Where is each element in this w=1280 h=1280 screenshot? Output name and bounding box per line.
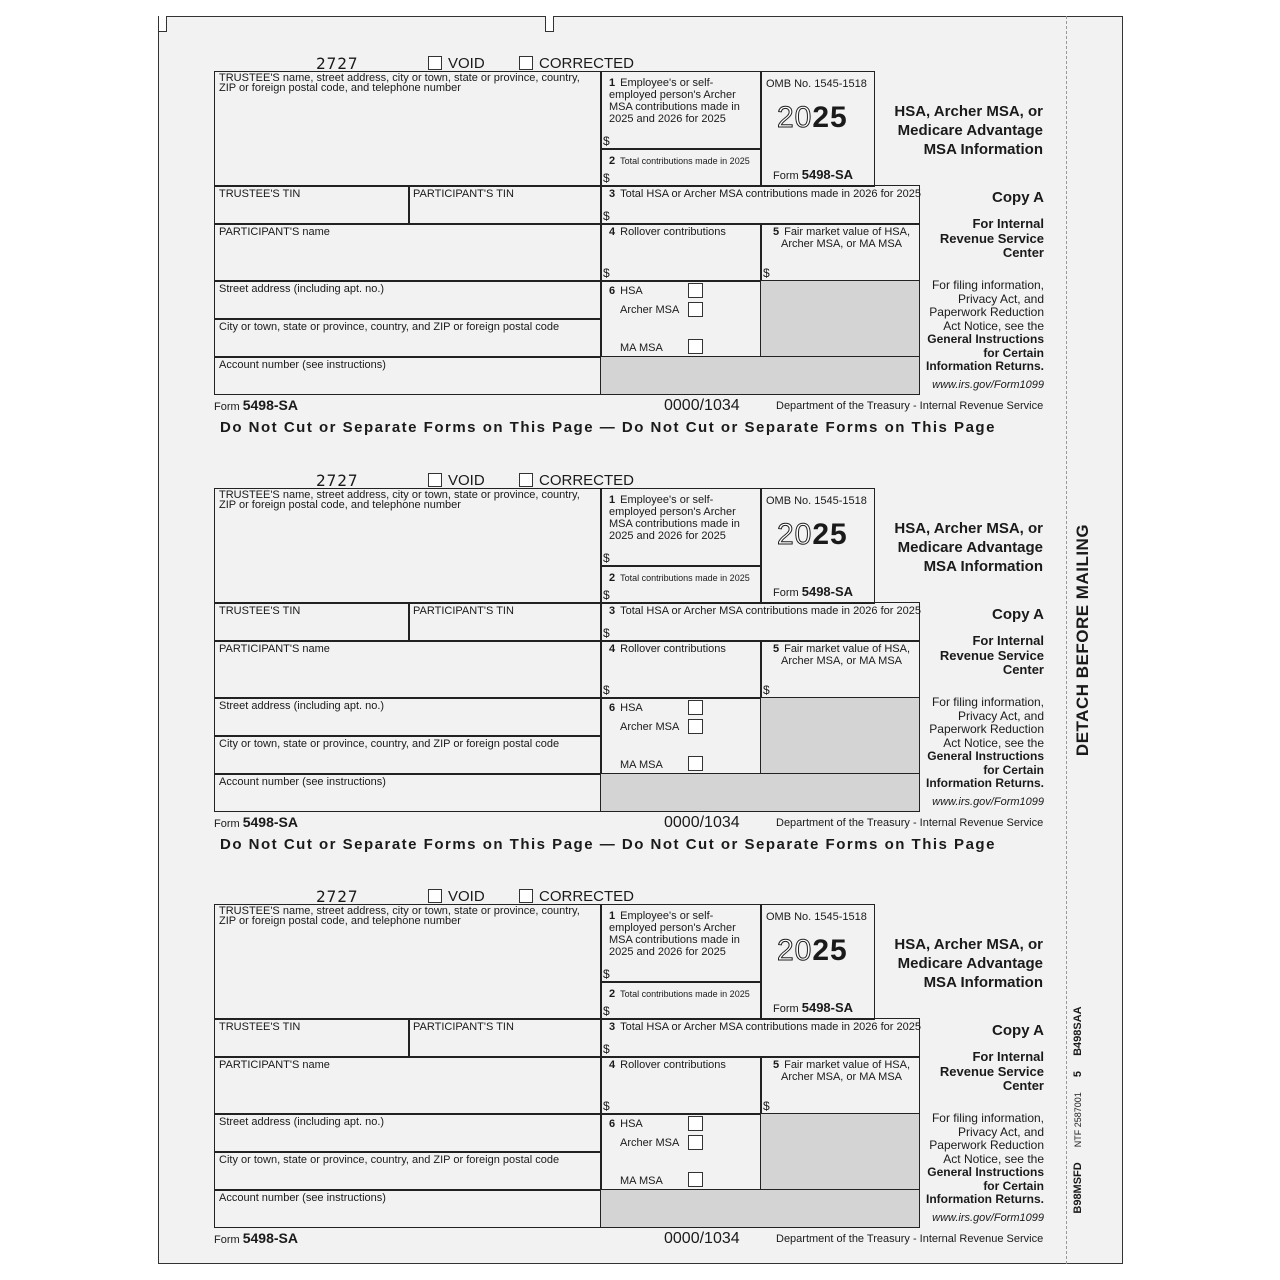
form-id: Form 5498-SA [773, 1000, 854, 1015]
box5-field[interactable] [760, 1056, 920, 1115]
dollar-sign: $ [603, 551, 610, 565]
account-number-field[interactable] [214, 356, 602, 395]
corrected-label: CORRECTED [539, 55, 635, 72]
trustee-tin-label: TRUSTEE'S TIN [219, 188, 301, 200]
form-number: 0000/1034 [664, 397, 740, 414]
omb-number: OMB No. 1545-1518 [766, 78, 867, 90]
box1-label: 1 Employee's or self-employed person's Archer MSA contributions made in 2025 and 2026 for 2025 [609, 494, 740, 542]
archer-msa-checkbox[interactable] [688, 1135, 703, 1150]
box6-archer-label: Archer MSA [620, 721, 680, 733]
void-label: VOID [448, 472, 485, 489]
ma-msa-checkbox[interactable] [688, 756, 703, 771]
box3-field[interactable] [600, 1018, 920, 1058]
dollar-sign: $ [603, 171, 610, 185]
form-number: 0000/1034 [664, 814, 740, 831]
archer-msa-checkbox[interactable] [688, 719, 703, 734]
box5-field[interactable] [760, 223, 920, 282]
shaded-area [760, 280, 920, 358]
form-title: HSA, Archer MSA, or Medicare Advantage MSA Information [894, 936, 1043, 991]
department-label: Department of the Treasury - Internal Revenue Service [776, 817, 1044, 829]
trustee-name-field[interactable] [214, 71, 602, 187]
dollar-sign: $ [603, 626, 610, 640]
box1-label: 1 Employee's or self-employed person's Archer MSA contributions made in 2025 and 2026 for 2025 [609, 910, 740, 958]
box2-label: 2 Total contributions made in 2025 [609, 155, 750, 167]
detach-notice: DETACH BEFORE MAILING [1073, 523, 1092, 757]
box6-archer-label: Archer MSA [620, 1137, 680, 1149]
omb-box [760, 904, 875, 1020]
participant-tin-field[interactable] [408, 1018, 602, 1058]
participant-name-field[interactable] [214, 1056, 602, 1115]
omb-box [760, 488, 875, 604]
copy-a-label: Copy A [992, 189, 1044, 206]
street-label: Street address (including apt. no.) [219, 283, 385, 295]
form-code: 2727 [316, 887, 359, 906]
box2-field[interactable] [600, 565, 762, 604]
trustee-label: TRUSTEE'S name, street address, city or town, state or province, country, ZIP or foreign postal code, and telephone number [219, 905, 580, 927]
trustee-tin-field[interactable] [214, 185, 410, 225]
void-label: VOID [448, 55, 485, 72]
participant-tin-field[interactable] [408, 185, 602, 225]
irs-url[interactable]: www.irs.gov/Form1099 [932, 796, 1044, 808]
omb-number: OMB No. 1545-1518 [766, 911, 867, 923]
hsa-checkbox[interactable] [688, 283, 703, 298]
form-footer-id: Form 5498-SA [214, 814, 298, 830]
trustee-tin-field[interactable] [214, 602, 410, 642]
box2-field[interactable] [600, 148, 762, 187]
box6-field [600, 280, 762, 358]
for-irs-label: For Internal Revenue Service Center [939, 1049, 1044, 1093]
dollar-sign: $ [603, 1042, 610, 1056]
trustee-label: TRUSTEE'S name, street address, city or town, state or province, country, ZIP or foreign postal code, and telephone number [219, 489, 580, 511]
account-number-field[interactable] [214, 773, 602, 812]
street-address-field[interactable] [214, 280, 602, 320]
copy-a-label: Copy A [992, 606, 1044, 623]
account-label: Account number (see instructions) [219, 776, 386, 788]
street-address-field[interactable] [214, 1113, 602, 1153]
dollar-sign: $ [763, 1099, 770, 1113]
dollar-sign: $ [603, 588, 610, 602]
participant-name-label: PARTICIPANT'S name [219, 643, 330, 655]
trustee-tin-label: TRUSTEE'S TIN [219, 605, 301, 617]
box6-hsa-label: 6 HSA [609, 702, 643, 714]
box6-field [600, 697, 762, 775]
form-id: Form 5498-SA [773, 167, 854, 182]
shaded-area [760, 1113, 920, 1191]
shaded-area [600, 356, 920, 395]
dollar-sign: $ [763, 683, 770, 697]
box4-field[interactable] [600, 223, 762, 282]
void-checkbox[interactable] [428, 473, 442, 487]
hsa-checkbox[interactable] [688, 700, 703, 715]
trustee-name-field[interactable] [214, 488, 602, 604]
for-irs-label: For Internal Revenue Service Center [939, 633, 1044, 677]
omb-box [760, 71, 875, 187]
participant-tin-label: PARTICIPANT'S TIN [413, 188, 514, 200]
tax-year: 2025 [777, 101, 848, 134]
account-number-field[interactable] [214, 1189, 602, 1228]
tax-year: 2025 [777, 518, 848, 551]
hsa-checkbox[interactable] [688, 1116, 703, 1131]
filing-info: For filing information, Privacy Act, and Paperwork Reduction Act Notice, see the General Instructions for Certain Information Returns. [925, 278, 1044, 373]
account-label: Account number (see instructions) [219, 1192, 386, 1204]
participant-tin-label: PARTICIPANT'S TIN [413, 1021, 514, 1033]
box5-label: 5 Fair market value of HSA, Archer MSA, or MA MSA [772, 226, 911, 250]
box6-mamsa-label: MA MSA [620, 1175, 663, 1187]
box2-field[interactable] [600, 981, 762, 1020]
copy-a-label: Copy A [992, 1022, 1044, 1039]
box3-label: 3 Total HSA or Archer MSA contributions made in 2026 for 2025 [609, 188, 921, 200]
box6-mamsa-label: MA MSA [620, 342, 663, 354]
form-5498-sa [0, 17, 1280, 436]
box3-label: 3 Total HSA or Archer MSA contributions made in 2026 for 2025 [609, 605, 921, 617]
city-label: City or town, state or province, country, and ZIP or foreign postal code [219, 738, 560, 750]
dollar-sign: $ [603, 1099, 610, 1113]
trustee-tin-field[interactable] [214, 1018, 410, 1058]
box3-field[interactable] [600, 602, 920, 642]
corrected-checkbox[interactable] [519, 473, 533, 487]
dollar-sign: $ [603, 967, 610, 981]
participant-name-field[interactable] [214, 223, 602, 282]
form-code: 2727 [316, 54, 359, 73]
trustee-name-field[interactable] [214, 904, 602, 1020]
side-code: B498SAA [1072, 1006, 1084, 1056]
corrected-label: CORRECTED [539, 472, 635, 489]
tax-year: 2025 [777, 934, 848, 967]
box1-field[interactable] [600, 488, 762, 567]
participant-tin-label: PARTICIPANT'S TIN [413, 605, 514, 617]
city-label: City or town, state or province, country, and ZIP or foreign postal code [219, 321, 560, 333]
do-not-cut-notice: Do Not Cut or Separate Forms on This Page — Do Not Cut or Separate Forms on This Page [220, 836, 996, 853]
form-code: 2727 [316, 471, 359, 490]
for-irs-label: For Internal Revenue Service Center [939, 216, 1044, 260]
box5-label: 5 Fair market value of HSA, Archer MSA, or MA MSA [772, 643, 911, 667]
ma-msa-checkbox[interactable] [688, 339, 703, 354]
box6-hsa-label: 6 HSA [609, 285, 643, 297]
form-5498-sa [0, 850, 1280, 1250]
form-title: HSA, Archer MSA, or Medicare Advantage MSA Information [894, 520, 1043, 575]
participant-name-label: PARTICIPANT'S name [219, 226, 330, 238]
box2-label: 2 Total contributions made in 2025 [609, 572, 750, 584]
void-checkbox[interactable] [428, 56, 442, 70]
street-label: Street address (including apt. no.) [219, 700, 385, 712]
box4-label: 4 Rollover contributions [609, 643, 726, 655]
filing-info: For filing information, Privacy Act, and Paperwork Reduction Act Notice, see the General Instructions for Certain Information Returns. [925, 695, 1044, 790]
city-field[interactable] [214, 735, 602, 775]
filing-info: For filing information, Privacy Act, and Paperwork Reduction Act Notice, see the General Instructions for Certain Information Returns. [925, 1111, 1044, 1206]
box3-field[interactable] [600, 185, 920, 225]
dollar-sign: $ [603, 683, 610, 697]
corrected-checkbox[interactable] [519, 889, 533, 903]
archer-msa-checkbox[interactable] [688, 302, 703, 317]
city-field[interactable] [214, 318, 602, 358]
box1-label: 1 Employee's or self-employed person's Archer MSA contributions made in 2025 and 2026 for 2025 [609, 77, 740, 125]
box6-field [600, 1113, 762, 1191]
dollar-sign: $ [603, 1004, 610, 1018]
form-footer-id: Form 5498-SA [214, 397, 298, 413]
box4-label: 4 Rollover contributions [609, 226, 726, 238]
do-not-cut-notice: Do Not Cut or Separate Forms on This Page — Do Not Cut or Separate Forms on This Page [220, 419, 996, 436]
irs-url[interactable]: www.irs.gov/Form1099 [932, 1212, 1044, 1224]
box4-label: 4 Rollover contributions [609, 1059, 726, 1071]
participant-tin-field[interactable] [408, 602, 602, 642]
dollar-sign: $ [603, 209, 610, 223]
shaded-area [600, 773, 920, 812]
participant-name-label: PARTICIPANT'S name [219, 1059, 330, 1071]
form-footer-id: Form 5498-SA [214, 1230, 298, 1246]
irs-url[interactable]: www.irs.gov/Form1099 [932, 379, 1044, 391]
box3-label: 3 Total HSA or Archer MSA contributions made in 2026 for 2025 [609, 1021, 921, 1033]
side-code: 5 [1072, 1070, 1084, 1078]
box4-field[interactable] [600, 1056, 762, 1115]
box5-field[interactable] [760, 640, 920, 699]
box6-archer-label: Archer MSA [620, 304, 680, 316]
box2-label: 2 Total contributions made in 2025 [609, 988, 750, 1000]
department-label: Department of the Treasury - Internal Revenue Service [776, 1233, 1044, 1245]
box5-label: 5 Fair market value of HSA, Archer MSA, or MA MSA [772, 1059, 911, 1083]
void-checkbox[interactable] [428, 889, 442, 903]
corrected-label: CORRECTED [539, 888, 635, 905]
corrected-checkbox[interactable] [519, 56, 533, 70]
dollar-sign: $ [603, 266, 610, 280]
city-label: City or town, state or province, country, and ZIP or foreign postal code [219, 1154, 560, 1166]
dollar-sign: $ [603, 134, 610, 148]
street-label: Street address (including apt. no.) [219, 1116, 385, 1128]
form-id: Form 5498-SA [773, 584, 854, 599]
shaded-area [760, 697, 920, 775]
side-code: B98MSFD [1072, 1162, 1084, 1214]
department-label: Department of the Treasury - Internal Revenue Service [776, 400, 1044, 412]
trustee-tin-label: TRUSTEE'S TIN [219, 1021, 301, 1033]
box1-field[interactable] [600, 71, 762, 150]
account-label: Account number (see instructions) [219, 359, 386, 371]
void-label: VOID [448, 888, 485, 905]
shaded-area [600, 1189, 920, 1228]
form-5498-sa [0, 434, 1280, 853]
form-title: HSA, Archer MSA, or Medicare Advantage MSA Information [894, 103, 1043, 158]
omb-number: OMB No. 1545-1518 [766, 495, 867, 507]
trustee-label: TRUSTEE'S name, street address, city or town, state or province, country, ZIP or foreign postal code, and telephone number [219, 72, 580, 94]
form-number: 0000/1034 [664, 1230, 740, 1247]
ma-msa-checkbox[interactable] [688, 1172, 703, 1187]
participant-name-field[interactable] [214, 640, 602, 699]
side-code: NTF 2587001 [1073, 1092, 1083, 1148]
box4-field[interactable] [600, 640, 762, 699]
dollar-sign: $ [763, 266, 770, 280]
box6-hsa-label: 6 HSA [609, 1118, 643, 1130]
street-address-field[interactable] [214, 697, 602, 737]
box1-field[interactable] [600, 904, 762, 983]
city-field[interactable] [214, 1151, 602, 1191]
box6-mamsa-label: MA MSA [620, 759, 663, 771]
